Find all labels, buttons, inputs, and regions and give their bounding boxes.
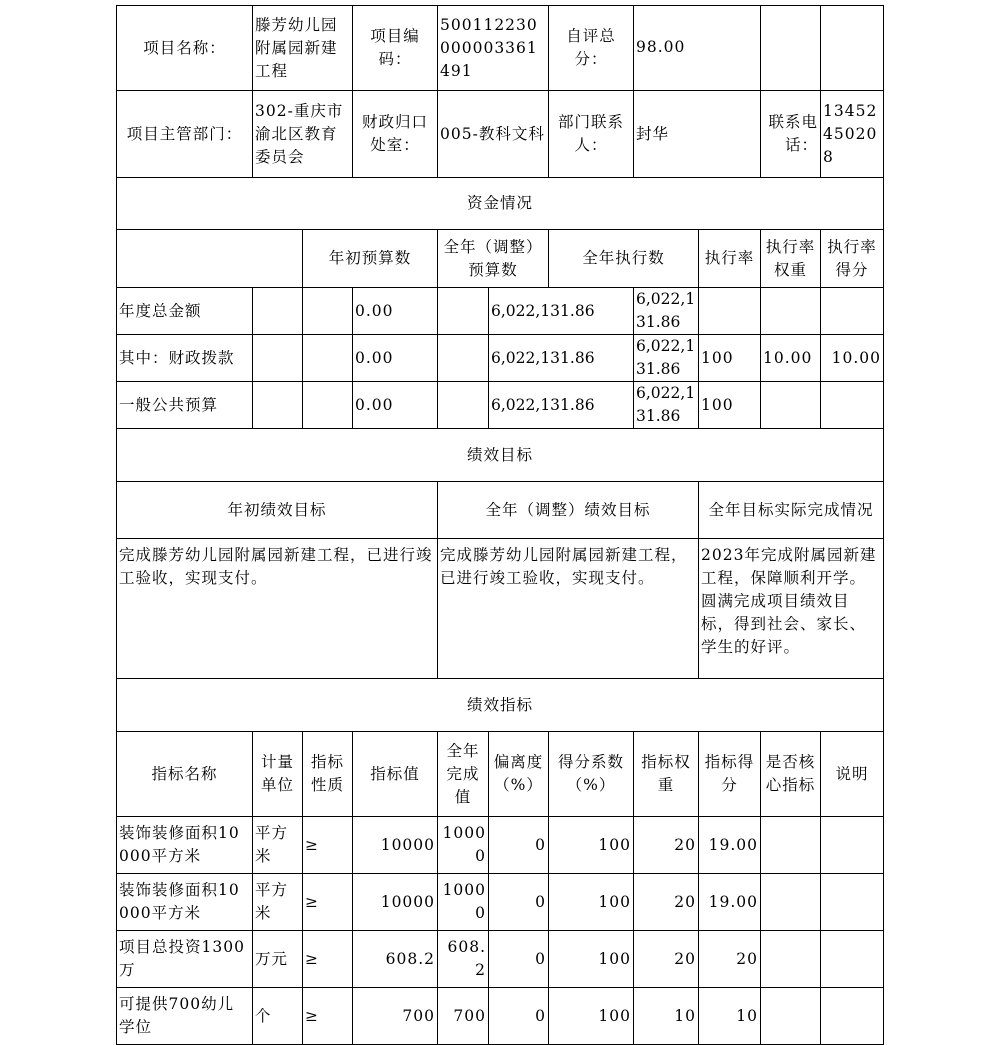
- funds-row-executed: 6,022,131.86: [634, 288, 699, 335]
- ind-nature: ≥: [303, 988, 353, 1045]
- ind-deviation: 0: [489, 874, 549, 931]
- funds-row: [117, 288, 884, 335]
- goals-section-row: [117, 429, 884, 482]
- ind-actual: 10000: [438, 874, 489, 931]
- indicator-row: [117, 931, 884, 988]
- empty-cell: [438, 288, 489, 335]
- ind-score: 19.00: [699, 874, 761, 931]
- funds-header-executed: 全年执行数: [549, 230, 699, 288]
- project-code-value: 500112230000003361491: [438, 6, 549, 91]
- ind-coef: 100: [549, 874, 634, 931]
- empty-cell: [117, 230, 303, 288]
- funds-row-rate: [699, 288, 761, 335]
- ind-coef: 100: [549, 988, 634, 1045]
- funds-section-title: 资金情况: [117, 178, 884, 230]
- ind-header-unit: 计量单位: [253, 732, 303, 817]
- ind-header-name: 指标名称: [117, 732, 253, 817]
- ind-name: 可提供700幼儿学位: [117, 988, 253, 1045]
- ind-core: [761, 931, 821, 988]
- goals-header-row: [117, 482, 884, 539]
- evaluation-sheet: [116, 5, 883, 1045]
- ind-header-coef: 得分系数（%）: [549, 732, 634, 817]
- ind-unit: 平方米: [253, 817, 303, 874]
- funds-header-initial: 年初预算数: [303, 230, 438, 288]
- ind-target: 10000: [353, 817, 438, 874]
- funds-header-score: 执行率得分: [821, 230, 884, 288]
- funds-row-rate: 100: [699, 382, 761, 429]
- funds-row-score: [821, 288, 884, 335]
- contact-label: 部门联系人：: [549, 91, 634, 178]
- funds-row-initial: 0.00: [353, 382, 438, 429]
- goals-content-row: [117, 539, 884, 679]
- goals-section-title: 绩效目标: [117, 429, 884, 482]
- empty-cell: [303, 382, 353, 429]
- ind-target: 10000: [353, 874, 438, 931]
- goal-actual-text: 2023年完成附属园新建工程，保障顺利开学。圆满完成项目绩效目标，得到社会、家长、学生的好评。: [699, 539, 884, 679]
- ind-deviation: 0: [489, 817, 549, 874]
- info-row-2: [117, 91, 884, 178]
- indicators-section-row: [117, 679, 884, 732]
- funds-row-name: 年度总金额: [117, 288, 253, 335]
- empty-cell: [438, 335, 489, 382]
- empty-cell: [253, 335, 303, 382]
- info-row-1: [117, 6, 884, 91]
- ind-score: 19.00: [699, 817, 761, 874]
- funds-row-weight: [761, 288, 821, 335]
- ind-header-core: 是否核心指标: [761, 732, 821, 817]
- funds-row-score: 10.00: [821, 335, 884, 382]
- empty-cell: [821, 6, 884, 91]
- ind-note: [821, 988, 884, 1045]
- ind-deviation: 0: [489, 988, 549, 1045]
- ind-note: [821, 817, 884, 874]
- indicator-row: [117, 874, 884, 931]
- evaluation-table: [116, 5, 884, 1045]
- project-name-label: 项目名称：: [117, 6, 253, 91]
- funds-row-initial: 0.00: [353, 288, 438, 335]
- ind-header-nature: 指标性质: [303, 732, 353, 817]
- ind-nature: ≥: [303, 817, 353, 874]
- self-score-value: 98.00: [634, 6, 761, 91]
- ind-name: 项目总投资1300万: [117, 931, 253, 988]
- ind-score: 20: [699, 931, 761, 988]
- ind-actual: 10000: [438, 817, 489, 874]
- funds-row-adjusted: 6,022,131.86: [489, 288, 634, 335]
- ind-coef: 100: [549, 817, 634, 874]
- ind-weight: 10: [634, 988, 699, 1045]
- ind-nature: ≥: [303, 931, 353, 988]
- ind-target: 608.2: [353, 931, 438, 988]
- indicators-header-row: [117, 732, 884, 817]
- ind-actual: 700: [438, 988, 489, 1045]
- ind-name: 装饰装修面积10000平方米: [117, 874, 253, 931]
- finance-label: 财政归口处室：: [353, 91, 438, 178]
- funds-row-executed: 6,022,131.86: [634, 335, 699, 382]
- funds-row: [117, 382, 884, 429]
- ind-core: [761, 817, 821, 874]
- empty-cell: [438, 382, 489, 429]
- ind-unit: 万元: [253, 931, 303, 988]
- ind-deviation: 0: [489, 931, 549, 988]
- funds-row-name: 其中：财政拨款: [117, 335, 253, 382]
- dept-value: 302-重庆市渝北区教育委员会: [253, 91, 353, 178]
- ind-header-target: 指标值: [353, 732, 438, 817]
- indicator-row: [117, 817, 884, 874]
- ind-header-deviation: 偏离度（%）: [489, 732, 549, 817]
- empty-cell: [761, 6, 821, 91]
- funds-header-rate: 执行率: [699, 230, 761, 288]
- phone-value: 13452450208: [821, 91, 884, 178]
- funds-row-name: 一般公共预算: [117, 382, 253, 429]
- funds-row-executed: 6,022,131.86: [634, 382, 699, 429]
- goals-header-adjusted: 全年（调整）绩效目标: [438, 482, 699, 539]
- funds-row-adjusted: 6,022,131.86: [489, 335, 634, 382]
- indicator-row: [117, 988, 884, 1045]
- ind-header-actual: 全年完成值: [438, 732, 489, 817]
- funds-row-weight: [761, 382, 821, 429]
- empty-cell: [303, 335, 353, 382]
- funds-row-initial: 0.00: [353, 335, 438, 382]
- ind-score: 10: [699, 988, 761, 1045]
- goals-header-actual: 全年目标实际完成情况: [699, 482, 884, 539]
- ind-unit: 个: [253, 988, 303, 1045]
- ind-core: [761, 874, 821, 931]
- ind-actual: 608.2: [438, 931, 489, 988]
- funds-row-weight: 10.00: [761, 335, 821, 382]
- ind-name: 装饰装修面积10000平方米: [117, 817, 253, 874]
- funds-row: [117, 335, 884, 382]
- funds-row-adjusted: 6,022,131.86: [489, 382, 634, 429]
- finance-value: 005-教科文科: [438, 91, 549, 178]
- project-name-value: 滕芳幼儿园附属园新建工程: [253, 6, 353, 91]
- ind-core: [761, 988, 821, 1045]
- self-score-label: 自评总分：: [549, 6, 634, 91]
- funds-section-row: [117, 178, 884, 230]
- goals-header-initial: 年初绩效目标: [117, 482, 438, 539]
- ind-unit: 平方米: [253, 874, 303, 931]
- funds-header-weight: 执行率权重: [761, 230, 821, 288]
- goal-initial-text: 完成滕芳幼儿园附属园新建工程，已进行竣工验收，实现支付。: [117, 539, 438, 679]
- empty-cell: [303, 288, 353, 335]
- funds-header-row: [117, 230, 884, 288]
- funds-row-rate: 100: [699, 335, 761, 382]
- ind-header-score: 指标得分: [699, 732, 761, 817]
- ind-coef: 100: [549, 931, 634, 988]
- phone-label: 联系电话：: [761, 91, 821, 178]
- ind-weight: 20: [634, 874, 699, 931]
- ind-note: [821, 931, 884, 988]
- ind-nature: ≥: [303, 874, 353, 931]
- project-code-label: 项目编码：: [353, 6, 438, 91]
- ind-target: 700: [353, 988, 438, 1045]
- empty-cell: [253, 382, 303, 429]
- ind-weight: 20: [634, 817, 699, 874]
- funds-header-adjusted: 全年（调整）预算数: [438, 230, 549, 288]
- empty-cell: [253, 288, 303, 335]
- indicators-section-title: 绩效指标: [117, 679, 884, 732]
- ind-header-weight: 指标权重: [634, 732, 699, 817]
- dept-label: 项目主管部门：: [117, 91, 253, 178]
- ind-note: [821, 874, 884, 931]
- contact-value: 封华: [634, 91, 761, 178]
- ind-weight: 20: [634, 931, 699, 988]
- ind-header-note: 说明: [821, 732, 884, 817]
- goal-adjusted-text: 完成滕芳幼儿园附属园新建工程，已进行竣工验收，实现支付。: [438, 539, 699, 679]
- funds-row-score: [821, 382, 884, 429]
